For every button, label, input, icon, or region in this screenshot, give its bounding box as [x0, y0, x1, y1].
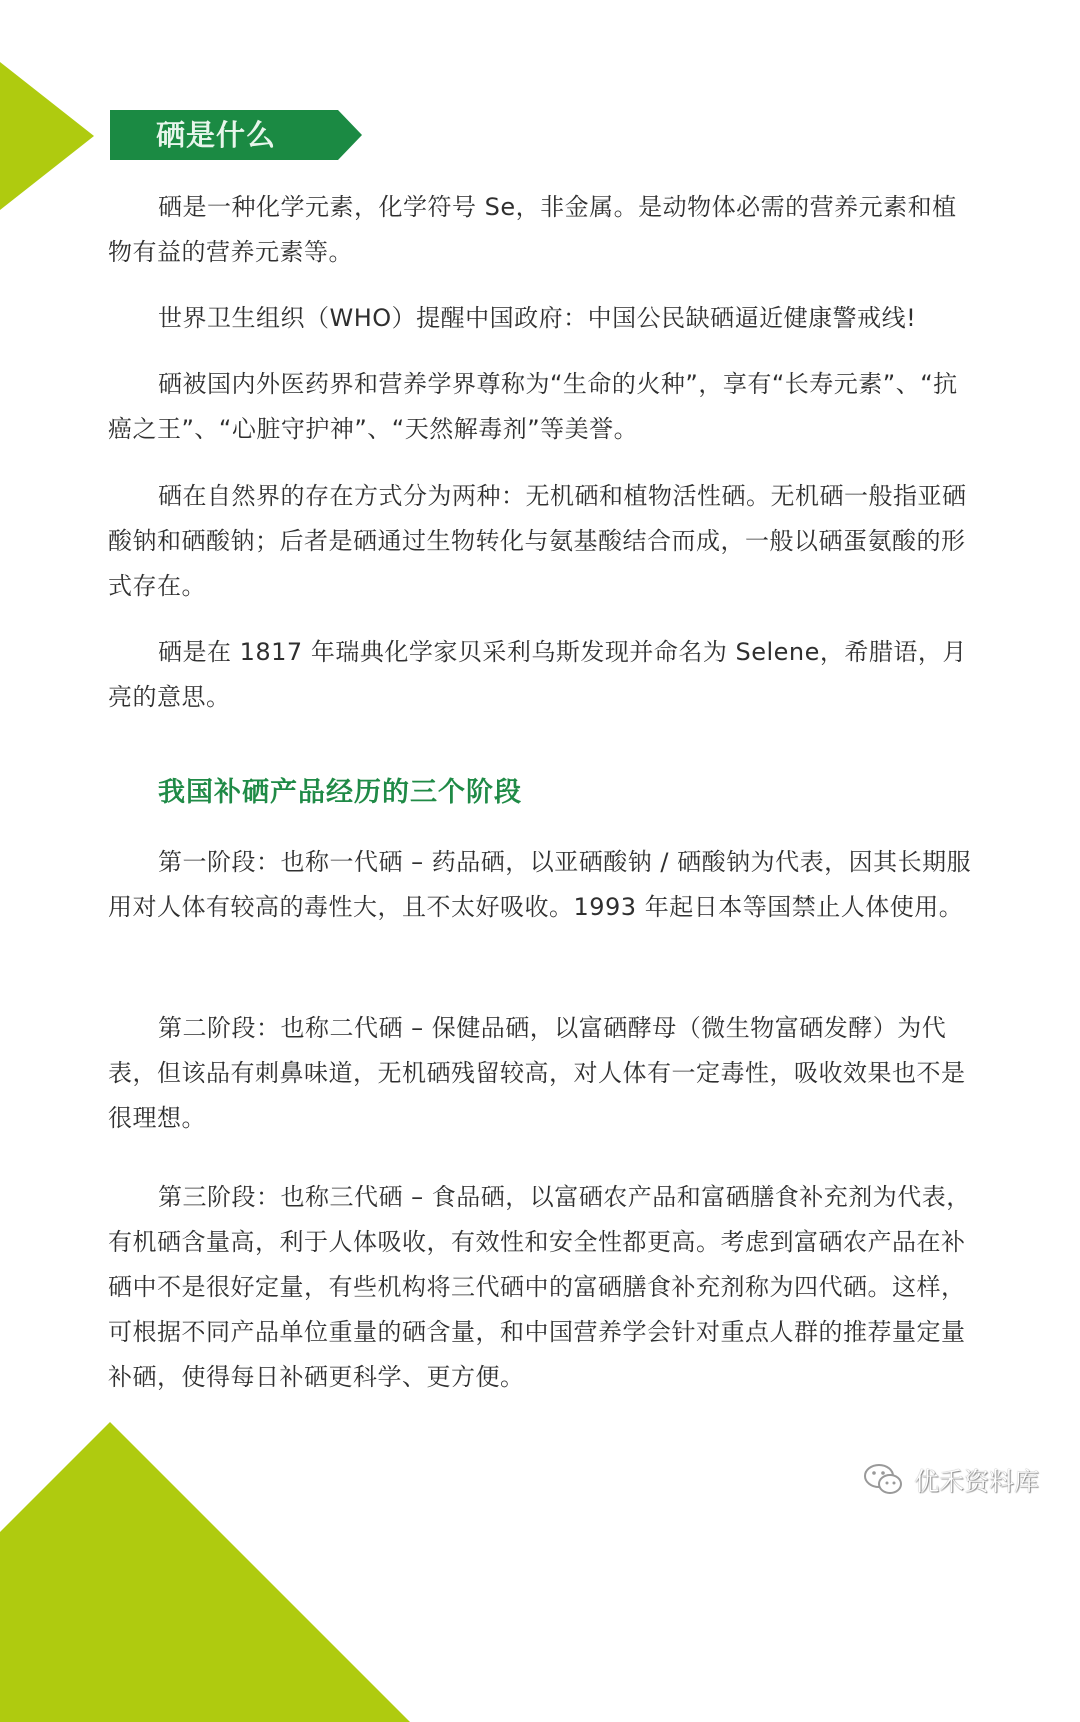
wechat-icon — [862, 1462, 906, 1498]
paragraph: 世界卫生组织（WHO）提醒中国政府：中国公民缺硒逼近健康警戒线! — [158, 304, 917, 332]
section-banner — [110, 110, 338, 160]
section-title-what-is-selenium: 硒是什么 — [156, 118, 277, 152]
watermark — [862, 1462, 1039, 1498]
paragraph: 硒在自然界的存在方式分为两种：无机硒和植物活性硒。无机硒一般指亚硒酸钠和硒酸钠；后者是硒通过生物转化与氨基酸结合而成，一般以硒蛋氨酸的形式存在。 — [108, 482, 967, 600]
paragraph: 第一阶段：也称一代硒 – 药品硒，以亚硒酸钠 / 硒酸钠为代表，因其长期服用对人体有较高的毒性大，且不太好吸收。1993 年起日本等国禁止人体使用。 — [108, 848, 972, 921]
decorative-lime-triangle-bottom — [0, 1422, 410, 1722]
watermark-text: 优禾资料库 — [914, 1467, 1040, 1496]
paragraph: 硒是在 1817 年瑞典化学家贝采利乌斯发现并命名为 Selene，希腊语，月亮的意思。 — [108, 638, 967, 711]
paragraph: 第三阶段：也称三代硒 – 食品硒，以富硒农产品和富硒膳食补充剂为代表，有机硒含量高，利于人体吸收，有效性和安全性都更高。考虑到富硒农产品在补硒中不是很好定量，有些机构将三代硒中的富硒膳食补充剂称为四代硒。这样，可根据不同产品单位重量的硒含量，和中国营养学会针对重点人群的推荐量定量补硒，使得每日补硒更科学、更方便。 — [108, 1183, 971, 1391]
paragraph: 硒被国内外医药界和营养学界尊称为“生命的火种”，享有“长寿元素”、“抗癌之王”、“心脏守护神”、“天然解毒剂”等美誉。 — [108, 370, 958, 443]
paragraph: 第二阶段：也称二代硒 – 保健品硒，以富硒酵母（微生物富硒发酵）为代表，但该品有刺鼻味道，无机硒残留较高，对人体有一定毒性，吸收效果也不是很理想。 — [108, 1014, 966, 1132]
decorative-lime-triangle-top — [0, 62, 94, 210]
section-title-three-stages: 我国补硒产品经历的三个阶段 — [158, 777, 522, 808]
paragraph: 硒是一种化学元素，化学符号 Se，非金属。是动物体必需的营养元素和植物有益的营养元素等。 — [108, 193, 957, 266]
